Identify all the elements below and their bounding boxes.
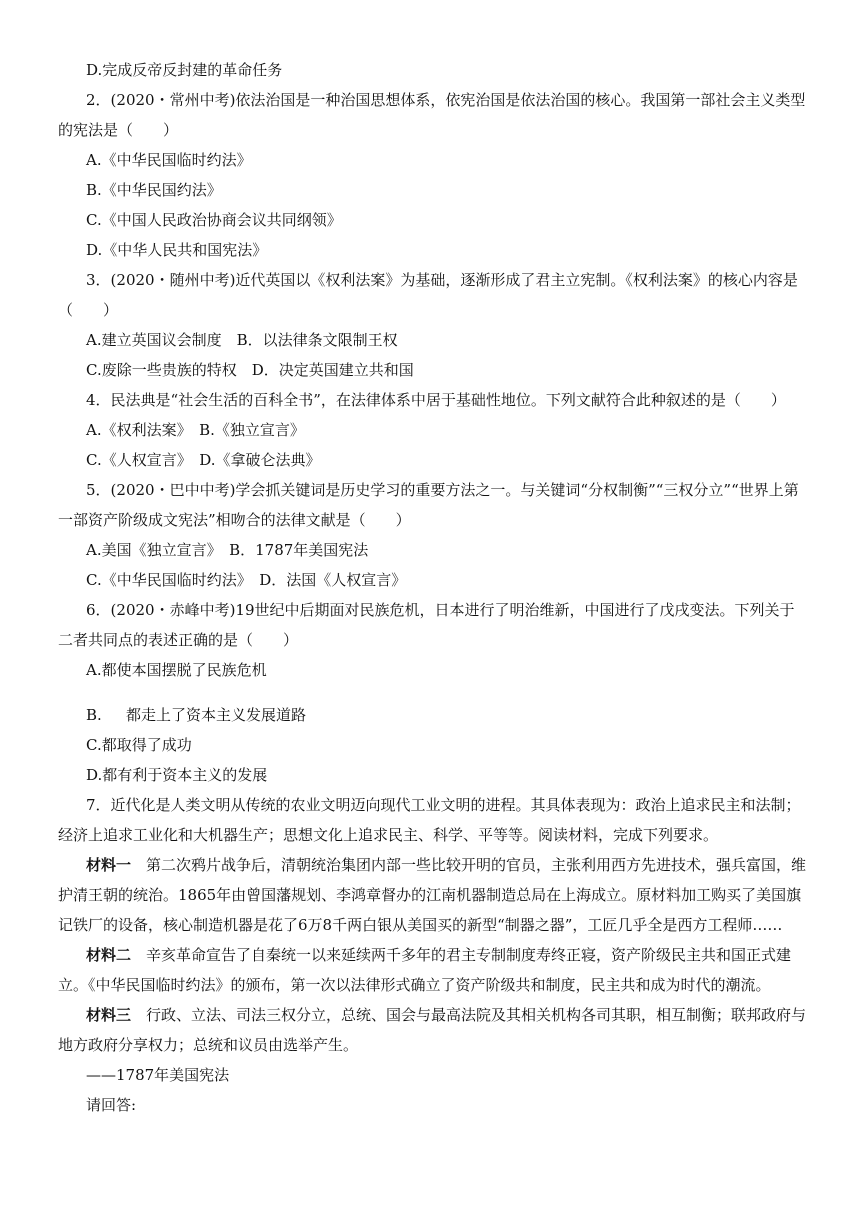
q2-option-a: A.《中华民国临时约法》 xyxy=(86,151,252,169)
material-2-title: 材料二 xyxy=(86,946,132,964)
q4-options-ab: A.《权利法案》 B.《独立宣言》 xyxy=(86,421,305,439)
q2-option-b: B.《中华民国约法》 xyxy=(86,181,222,199)
q7-stem: 7．近代化是人类文明从传统的农业文明迈向现代工业文明的进程。其具体表现为：政治上追求民主和法制；经济上追求工业化和大机器生产；思想文化上追求民主、科学、平等等。阅读材料，完成下列要求。 xyxy=(58,796,801,844)
q1-option-d: D.完成反帝反封建的革命任务 xyxy=(86,61,283,79)
q2-stem: 2．(2020・常州中考)依法治国是一种治国思想体系，依宪治国是依法治国的核心。我国第一部社会主义类型的宪法是（ ） xyxy=(58,91,806,139)
q6-option-b xyxy=(58,700,808,730)
q3-options-ab: A.建立英国议会制度 B．以法律条文限制王权 xyxy=(86,331,398,349)
q6-option-d: D.都有利于资本主义的发展 xyxy=(86,766,268,784)
material-1-title: 材料一 xyxy=(86,856,132,874)
q3-options-cd: C.废除一些贵族的特权 D．决定英国建立共和国 xyxy=(86,361,414,379)
q6-option-b-label: B. xyxy=(86,706,102,724)
q6-option-b-text: 都走上了资本主义发展道路 xyxy=(126,706,307,724)
q3-stem: 3．(2020・随州中考)近代英国以《权利法案》为基础，逐渐形成了君主立宪制。《权利法案》的核心内容是（ ） xyxy=(58,271,798,319)
q2-option-d: D.《中华人民共和国宪法》 xyxy=(86,241,268,259)
q5-stem: 5．(2020・巴中中考)学会抓关键词是历史学习的重要方法之一。与关键词“分权制衡”“三权分立”“世界上第一部资产阶级成文宪法”相吻合的法律文献是（ ） xyxy=(58,481,799,529)
q2-option-c: C.《中国人民政治协商会议共同纲领》 xyxy=(86,211,342,229)
material-2 xyxy=(58,940,808,1000)
material-3-text: 行政、立法、司法三权分立，总统、国会与最高法院及其相关机构各司其职，相互制衡；联邦政府与地方政府分享权力；总统和议员由选举产生。 xyxy=(58,1006,807,1054)
material-2-text: 辛亥革命宣告了自秦统一以来延续两千多年的君主专制制度寿终正寝，资产阶级民主共和国正式建立。《中华民国临时约法》的颁布，第一次以法律形式确立了资产阶级共和制度，民主共和成为时代的潮流。 xyxy=(58,946,792,994)
answer-prompt: 请回答: xyxy=(86,1096,137,1114)
q6-option-c: C.都取得了成功 xyxy=(86,736,192,754)
material-3 xyxy=(58,1000,808,1060)
q5-options-ab: A.美国《独立宣言》 B．1787年美国宪法 xyxy=(86,541,369,559)
spacer xyxy=(58,685,808,700)
q6-stem: 6．(2020・赤峰中考)19世纪中后期面对民族危机，日本进行了明治维新，中国进行了戊戌变法。下列关于二者共同点的表述正确的是（ ） xyxy=(58,601,795,649)
q4-options-cd: C.《人权宣言》 D.《拿破仑法典》 xyxy=(86,451,321,469)
material-1 xyxy=(58,850,808,940)
material-1-text: 第二次鸦片战争后，清朝统治集团内部一些比较开明的官员，主张利用西方先进技术，强兵富国，维护清王朝的统治。1865年由曾国藩规划、李鸿章督办的江南机器制造总局在上海成立。原材料加工购买了美国旗记铁厂的设备，核心制造机器是花了6万8千两白银从美国买的新型“制器之器”，工匠几乎全是西方工程师…… xyxy=(58,856,807,934)
q5-options-cd: C.《中华民国临时约法》 D．法国《人权宣言》 xyxy=(86,571,407,589)
material-3-source: ——1787年美国宪法 xyxy=(86,1066,230,1084)
q6-option-a: A.都使本国摆脱了民族危机 xyxy=(86,661,267,679)
q4-stem: 4．民法典是“社会生活的百科全书”，在法律体系中居于基础性地位。下列文献符合此种叙述的是（ ） xyxy=(86,391,786,409)
material-3-title: 材料三 xyxy=(86,1006,132,1024)
